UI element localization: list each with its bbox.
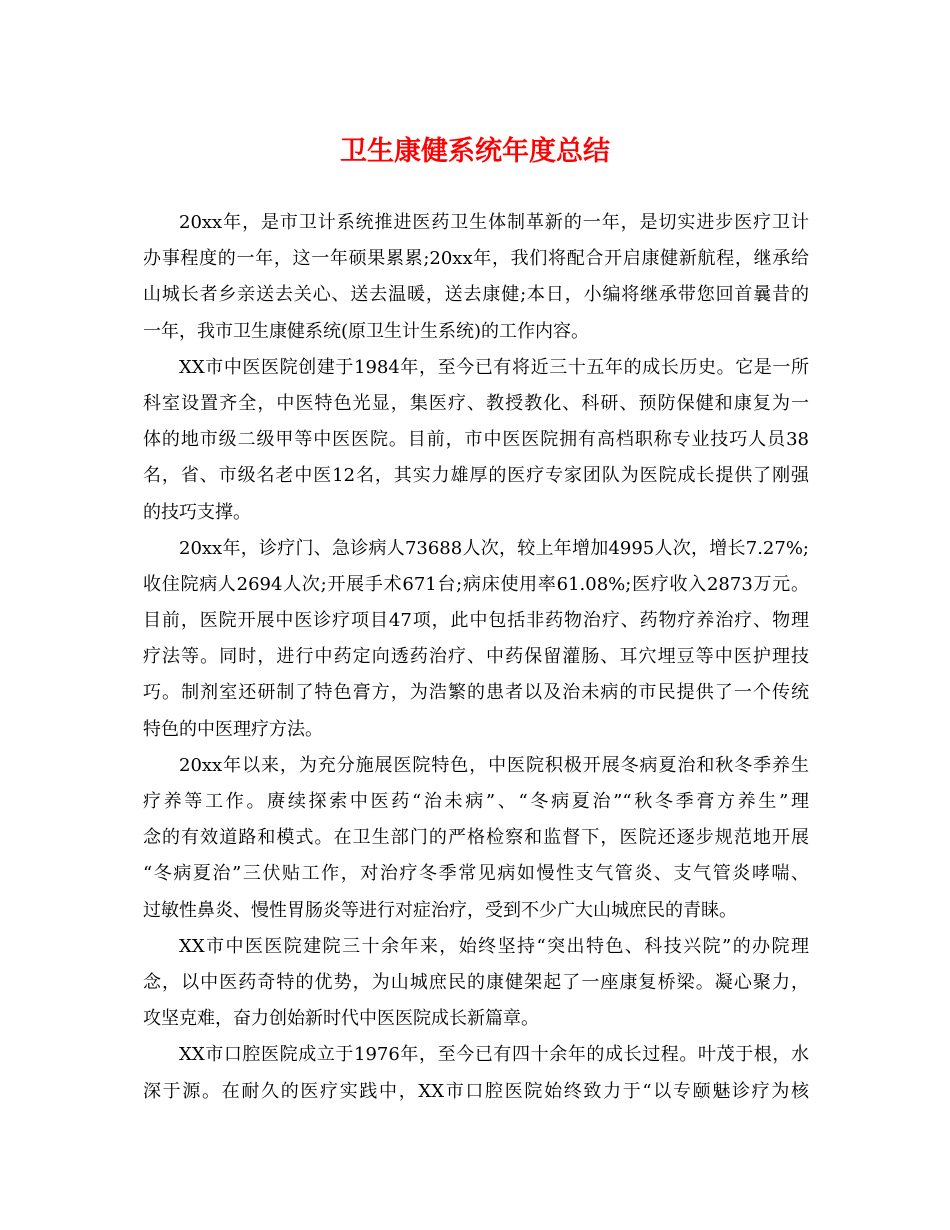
paragraph-line: 体的地市级二级甲等中医医院。目前，市中医医院拥有高档职称专业技巧人员38 <box>143 429 809 451</box>
paragraph-line: 疗法等。同时，进行中药定向透药治疗、中药保留灌肠、耳穴埋豆等中医护理技 <box>143 646 809 668</box>
paragraph-line: 20xx年，是市卫计系统推进医药卫生体制革新的一年，是切实进步医疗卫计 <box>179 212 809 233</box>
paragraph <box>143 531 809 748</box>
paragraph-line: “冬病夏治”三伏贴工作，对治疗冬季常见病如慢性支气管炎、支气管炎哮喘、 <box>143 863 809 885</box>
paragraph-line: 的技巧支撑。 <box>143 501 251 523</box>
paragraph-line: 一年，我市卫生康健系统(原卫生计生系统)的工作内容。 <box>143 320 590 342</box>
paragraph-line: 疗养等工作。赓续探索中医药“治未病”、“冬病夏治”“秋冬季膏方养生”理 <box>143 791 809 812</box>
paragraph <box>143 748 809 929</box>
paragraph-line: 科室设置齐全，中医特色光显，集医疗、教授教化、科研、预防保健和康复为一 <box>143 392 809 414</box>
paragraph-line: 过敏性鼻炎、慢性胃肠炎等进行对症治疗，受到不少广大山城庶民的青睐。 <box>143 899 737 921</box>
paragraph-line: 念，以中医药奇特的优势，为山城庶民的康健架起了一座康复桥梁。凝心聚力， <box>143 971 809 993</box>
paragraph-line: 山城长者乡亲送去关心、送去温暖，送去康健;本日，小编将继承带您回首曩昔的 <box>143 284 809 306</box>
paragraph-line: 20xx年以来，为充分施展医院特色，中医院积极开展冬病夏治和秋冬季养生 <box>179 754 809 776</box>
paragraph <box>143 929 809 1038</box>
paragraph <box>143 350 809 531</box>
paragraph <box>143 205 809 350</box>
paragraph-line: XX市中医医院创建于1984年，至今已有将近三十五年的成长历史。它是一所 <box>179 356 809 378</box>
document-body <box>143 205 809 1110</box>
paragraph-line: 收住院病人2694人次;开展手术671台;病床使用率61.08%;医疗收入2873万元。 <box>143 573 809 595</box>
paragraph-line: 念的有效道路和模式。在卫生部门的严格检察和监督下，医院还逐步规范地开展 <box>143 827 809 849</box>
paragraph-line: 目前，医院开展中医诊疗项目47项，此中包括非药物治疗、药物疗养治疗、物理 <box>143 610 809 632</box>
document-title: 卫生康健系统年度总结 <box>340 136 610 167</box>
paragraph-line: 办事程度的一年，这一年硕果累累;20xx年，我们将配合开启康健新航程，继承给 <box>143 248 809 270</box>
paragraph-line: 20xx年，诊疗门、急诊病人73688人次，较上年增加4995人次，增长7.27%; <box>179 537 809 559</box>
paragraph-line: 巧。制剂室还研制了特色膏方，为浩繁的患者以及治未病的市民提供了一个传统 <box>143 682 809 704</box>
paragraph-line: XX市中医医院建院三十余年来，始终坚持“突出特色、科技兴院”的办院理 <box>179 935 809 957</box>
paragraph <box>143 1037 809 1109</box>
paragraph-line: 攻坚克难，奋力创始新时代中医医院成长新篇章。 <box>143 1008 539 1030</box>
paragraph-line: 特色的中医理疗方法。 <box>143 718 323 740</box>
paragraph-line: 深于源。在耐久的医疗实践中，XX市口腔医院始终致力于“以专颐魅诊疗为核 <box>143 1080 809 1102</box>
paragraph-line: 名，省、市级名老中医12名，其实力雄厚的医疗专家团队为医院成长提供了刚强 <box>143 465 809 487</box>
paragraph-line: XX市口腔医院成立于1976年，至今已有四十余年的成长过程。叶茂于根，水 <box>179 1044 809 1066</box>
